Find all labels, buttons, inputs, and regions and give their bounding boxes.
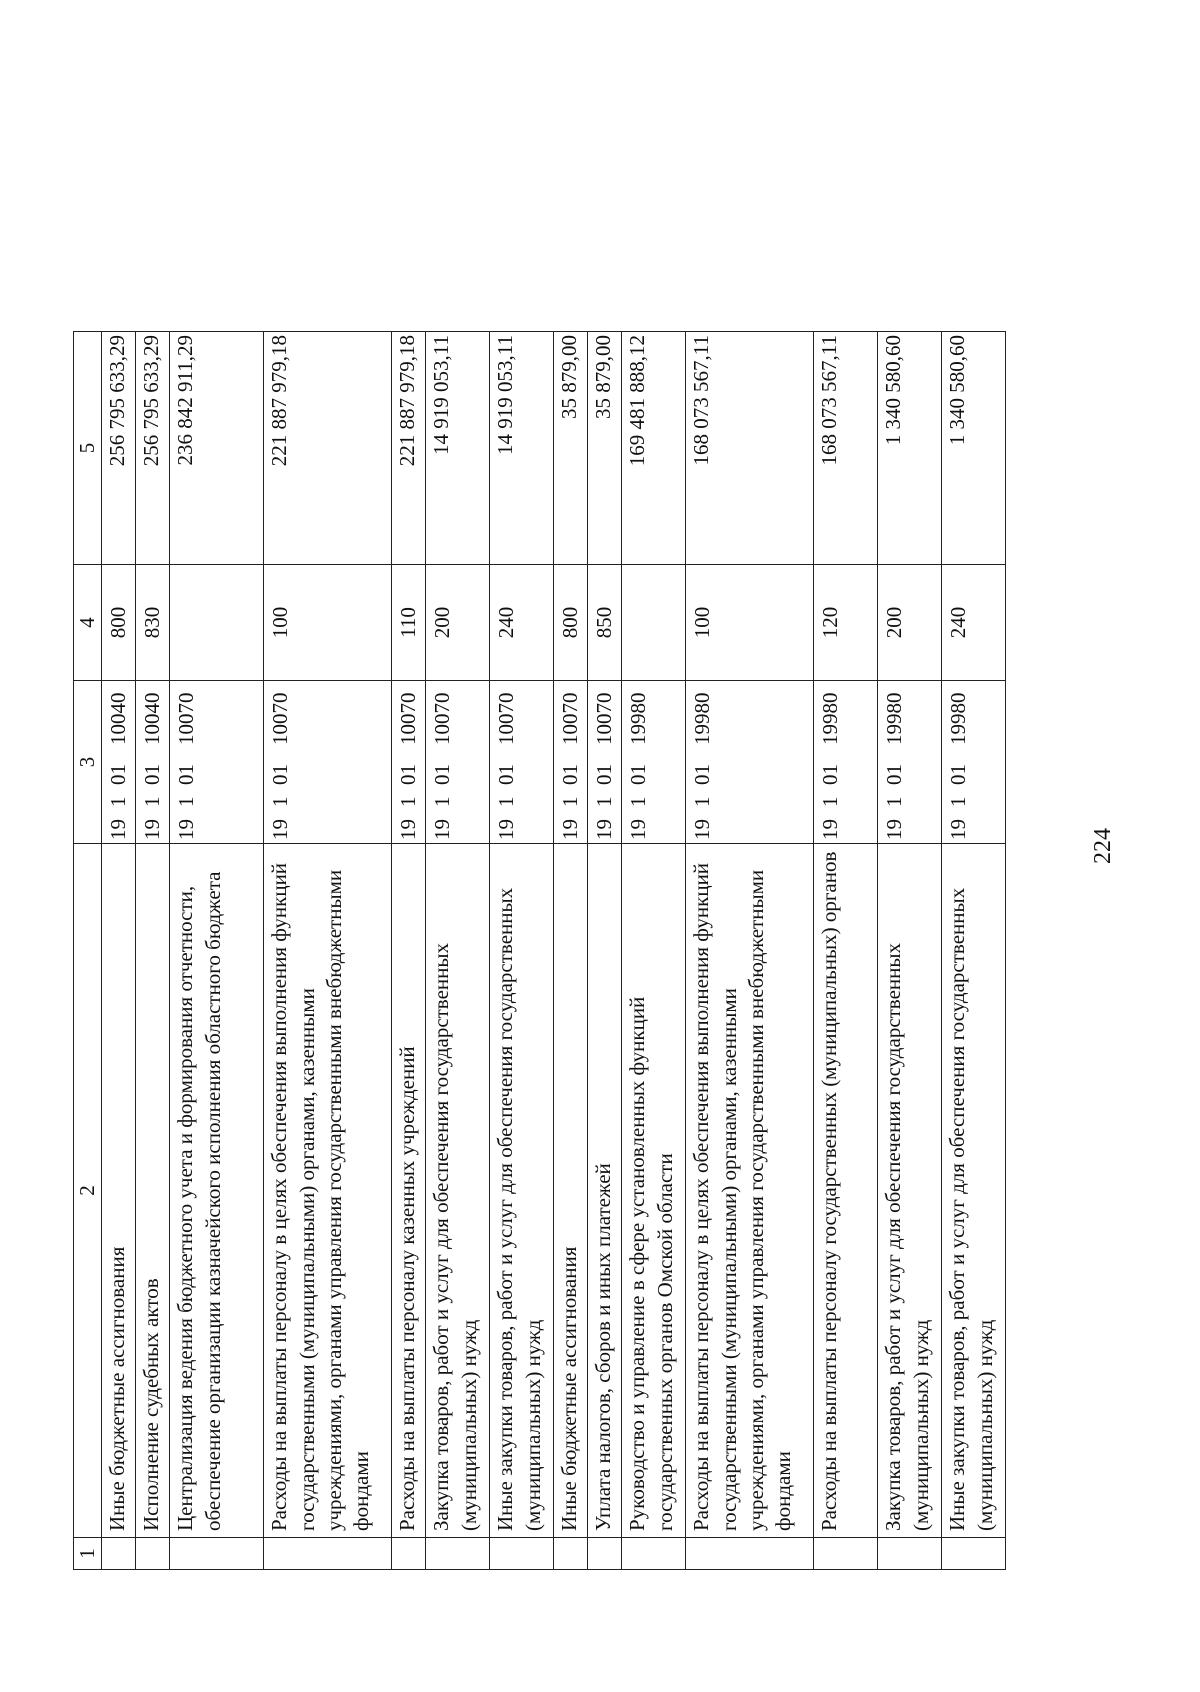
table-row [490, 332, 554, 1570]
row-expense-type: 120 [814, 565, 878, 681]
header-col-4: 4 [74, 565, 102, 681]
row-expense-type: 800 [554, 565, 588, 681]
code-subprogram: 1 [882, 796, 907, 807]
row-number-cell [490, 1538, 554, 1570]
row-name: Исполнение судебных актов [136, 844, 170, 1538]
table-row [554, 332, 588, 1570]
code-program: 19 [268, 819, 293, 840]
row-code [942, 681, 1006, 844]
code-program: 19 [882, 819, 907, 840]
row-code [136, 681, 170, 844]
code-main-event: 01 [396, 764, 421, 785]
row-code [814, 681, 878, 844]
code-program: 19 [626, 819, 651, 840]
row-name: Иные закупки товаров, работ и услуг для обеспечения государственных (муниципальных) нужд [942, 844, 1006, 1538]
header-col-2: 2 [74, 844, 102, 1538]
code-main-event: 01 [430, 764, 455, 785]
code-subprogram: 1 [268, 796, 293, 807]
row-amount: 1 340 580,60 [878, 332, 942, 565]
budget-table [73, 331, 1006, 1570]
code-main-event: 01 [690, 764, 715, 785]
code-main-event: 01 [946, 764, 971, 785]
row-expense-type: 200 [426, 565, 490, 681]
code-program: 19 [558, 819, 583, 840]
row-expense-type: 110 [392, 565, 426, 681]
code-subprogram: 1 [946, 796, 971, 807]
code-program: 19 [818, 819, 843, 840]
row-amount: 236 842 911,29 [170, 332, 264, 565]
code-main-event: 01 [174, 764, 199, 785]
row-code [554, 681, 588, 844]
code-direction: 10070 [268, 692, 293, 745]
code-program: 19 [592, 819, 617, 840]
code-program: 19 [174, 819, 199, 840]
code-direction: 10040 [106, 692, 131, 745]
row-number-cell [942, 1538, 1006, 1570]
row-code [392, 681, 426, 844]
row-expense-type: 100 [686, 565, 814, 681]
code-program: 19 [396, 819, 421, 840]
code-main-event: 01 [268, 764, 293, 785]
row-number-cell [426, 1538, 490, 1570]
row-code [170, 681, 264, 844]
code-direction: 19980 [626, 692, 651, 745]
code-main-event: 01 [882, 764, 907, 785]
code-subprogram: 1 [626, 796, 651, 807]
code-program: 19 [430, 819, 455, 840]
table-row [622, 332, 686, 1570]
row-amount: 14 919 053,11 [426, 332, 490, 565]
row-expense-type: 200 [878, 565, 942, 681]
code-subprogram: 1 [558, 796, 583, 807]
row-expense-type: 240 [490, 565, 554, 681]
row-number-cell [554, 1538, 588, 1570]
table-row [264, 332, 392, 1570]
row-name: Уплата налогов, сборов и иных платежей [588, 844, 622, 1538]
page-number: 224 [1090, 828, 1116, 864]
code-main-event: 01 [592, 764, 617, 785]
header-col-3: 3 [74, 681, 102, 844]
code-direction: 10070 [558, 692, 583, 745]
row-code [588, 681, 622, 844]
row-name: Иные бюджетные ассигнования [554, 844, 588, 1538]
table-row [426, 332, 490, 1570]
code-subprogram: 1 [174, 796, 199, 807]
header-col-1: 1 [74, 1538, 102, 1570]
row-code [264, 681, 392, 844]
row-number-cell [136, 1538, 170, 1570]
header-col-5: 5 [74, 332, 102, 565]
code-direction: 10070 [494, 692, 519, 745]
row-number-cell [170, 1538, 264, 1570]
row-amount: 169 481 888,12 [622, 332, 686, 565]
row-name: Иные закупки товаров, работ и услуг для обеспечения государственных (муниципальных) нужд [490, 844, 554, 1538]
row-code [622, 681, 686, 844]
row-number-cell [264, 1538, 392, 1570]
table-row [392, 332, 426, 1570]
row-number-cell [878, 1538, 942, 1570]
table-body [102, 332, 1006, 1570]
table-row [102, 332, 136, 1570]
row-code [686, 681, 814, 844]
code-program: 19 [494, 819, 519, 840]
code-main-event: 01 [494, 764, 519, 785]
row-name: Расходы на выплаты персоналу в целях обеспечения выполнения функций государственными (муниципальными) органами, казенными учреждениями, органами управления государственными внебюджетными фондами [686, 844, 814, 1538]
code-subprogram: 1 [592, 796, 617, 807]
code-direction: 19980 [946, 692, 971, 745]
row-expense-type: 100 [264, 565, 392, 681]
row-number-cell [588, 1538, 622, 1570]
row-name: Централизация ведения бюджетного учета и формирования отчетности, обеспечение организации казначейского исполнения областного бюджета [170, 844, 264, 1538]
row-expense-type: 800 [102, 565, 136, 681]
code-program: 19 [946, 819, 971, 840]
code-main-event: 01 [140, 764, 165, 785]
row-name: Расходы на выплаты персоналу в целях обеспечения выполнения функций государственными (муниципальными) органами, казенными учреждениями, органами управления государственными внебюджетными фондами [264, 844, 392, 1538]
row-amount: 221 887 979,18 [264, 332, 392, 565]
row-amount: 168 073 567,11 [814, 332, 878, 565]
row-name: Расходы на выплаты персоналу казенных учреждений [392, 844, 426, 1538]
code-subprogram: 1 [140, 796, 165, 807]
row-expense-type [170, 565, 264, 681]
code-main-event: 01 [558, 764, 583, 785]
row-expense-type: 850 [588, 565, 622, 681]
code-direction: 19980 [882, 692, 907, 745]
row-amount: 35 879,00 [588, 332, 622, 565]
row-name: Закупка товаров, работ и услуг для обеспечения государственных (муниципальных) нужд [426, 844, 490, 1538]
table-row [686, 332, 814, 1570]
table-row [170, 332, 264, 1570]
code-direction: 10070 [430, 692, 455, 745]
row-code [102, 681, 136, 844]
code-subprogram: 1 [494, 796, 519, 807]
row-code [878, 681, 942, 844]
table-row [136, 332, 170, 1570]
code-subprogram: 1 [396, 796, 421, 807]
table-row [942, 332, 1006, 1570]
row-name: Закупка товаров, работ и услуг для обеспечения государственных (муниципальных) нужд [878, 844, 942, 1538]
table-row [814, 332, 878, 1570]
code-subprogram: 1 [106, 796, 131, 807]
code-direction: 10040 [140, 692, 165, 745]
code-direction: 10070 [174, 692, 199, 745]
code-subprogram: 1 [690, 796, 715, 807]
code-main-event: 01 [818, 764, 843, 785]
table-row [878, 332, 942, 1570]
row-amount: 1 340 580,60 [942, 332, 1006, 565]
row-amount: 256 795 633,29 [136, 332, 170, 565]
code-main-event: 01 [106, 764, 131, 785]
row-number-cell [392, 1538, 426, 1570]
row-expense-type: 240 [942, 565, 1006, 681]
row-expense-type [622, 565, 686, 681]
row-code [490, 681, 554, 844]
code-subprogram: 1 [430, 796, 455, 807]
row-code [426, 681, 490, 844]
code-direction: 19980 [818, 692, 843, 745]
row-number-cell [686, 1538, 814, 1570]
row-number-cell [622, 1538, 686, 1570]
row-number-cell [814, 1538, 878, 1570]
row-expense-type: 830 [136, 565, 170, 681]
code-main-event: 01 [626, 764, 651, 785]
row-name: Расходы на выплаты персоналу государственных (муниципальных) органов [814, 844, 878, 1538]
row-amount: 221 887 979,18 [392, 332, 426, 565]
code-program: 19 [140, 819, 165, 840]
code-direction: 19980 [690, 692, 715, 745]
code-direction: 10070 [592, 692, 617, 745]
header-row [74, 332, 102, 1570]
code-program: 19 [690, 819, 715, 840]
row-amount: 14 919 053,11 [490, 332, 554, 565]
table-row [588, 332, 622, 1570]
code-direction: 10070 [396, 692, 421, 745]
code-subprogram: 1 [818, 796, 843, 807]
row-number-cell [102, 1538, 136, 1570]
row-amount: 35 879,00 [554, 332, 588, 565]
code-program: 19 [106, 819, 131, 840]
row-name: Иные бюджетные ассигнования [102, 844, 136, 1538]
row-amount: 168 073 567,11 [686, 332, 814, 565]
row-amount: 256 795 633,29 [102, 332, 136, 565]
row-name: Руководство и управление в сфере установленных функций государственных органов Омской области [622, 844, 686, 1538]
